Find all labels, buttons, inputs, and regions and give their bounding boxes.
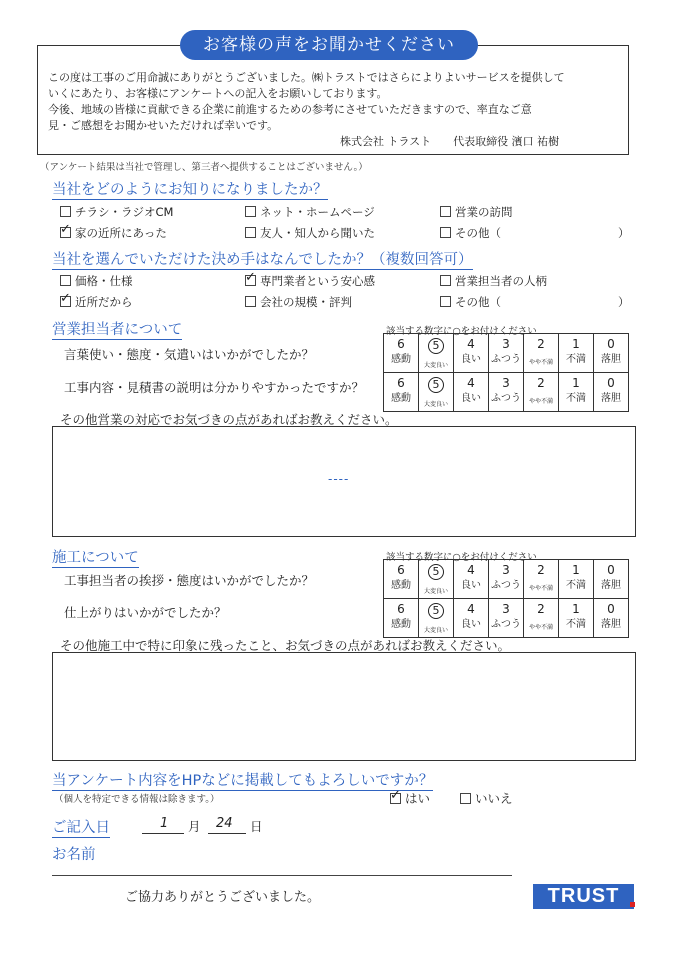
name-label: お名前 <box>52 847 96 863</box>
trust-logo: TRUST <box>533 884 634 909</box>
checkbox[interactable] <box>440 296 451 307</box>
q1-option[interactable]: チラシ・ラジオCM <box>60 204 173 220</box>
checkbox[interactable] <box>60 275 71 286</box>
q1-title: 当社をどのようにお知りになりましたか？ <box>52 178 328 200</box>
day-value[interactable]: 24 <box>216 816 233 831</box>
thanks-text: ご協力ありがとうございました。 <box>125 890 321 905</box>
rating-cell[interactable]: 0 落胆 <box>594 334 629 373</box>
rating-cell[interactable]: 6 感動 <box>384 334 419 373</box>
day-line <box>208 833 246 834</box>
rating-cell[interactable]: 1 不満 <box>559 334 594 373</box>
rating-cell[interactable]: 1 不満 <box>559 373 594 412</box>
publish-title: 当アンケート内容をHPなどに掲載してもよろしいですか？ <box>52 769 433 791</box>
rating-cell[interactable]: 4 良い <box>454 599 489 638</box>
checkbox-checked[interactable] <box>60 296 71 307</box>
representative: 代表取締役 濱口 祐樹 <box>453 135 560 148</box>
company-name: 株式会社 トラスト <box>340 135 432 148</box>
construction-comment-box[interactable] <box>52 652 636 761</box>
q1-option[interactable]: その他（ <box>440 225 501 241</box>
rating-caption: 該当する数字に○をお付けください <box>386 552 537 563</box>
rating-cell[interactable]: 6 感動 <box>384 560 419 599</box>
intro-line: いくにあたり、お客様にアンケートへの記入をお願いしております。 <box>48 87 388 100</box>
rating-cell[interactable]: 6 感動 <box>384 373 419 412</box>
q2-title: 当社を選んでいただけた決め手はなんでしたか？（複数回答可） <box>52 248 473 270</box>
rating-cell[interactable]: 2 やや不満 <box>524 373 559 412</box>
sales-question: 工事内容・見積書の説明は分かりやすかったですか？ <box>64 380 365 395</box>
month-line <box>142 833 184 834</box>
month-unit: 月 <box>188 819 201 834</box>
sales-comment-prompt: その他営業の対応でお気づきの点があればお教えください。 <box>60 412 398 427</box>
q2-option[interactable]: 会社の規模・評判 <box>245 294 352 310</box>
sales-question: 言葉使い・態度・気遣いはいかがでしたか？ <box>64 347 315 362</box>
company-signature <box>340 133 618 149</box>
q1-option[interactable]: 営業の訪問 <box>440 204 513 220</box>
survey-banner: お客様の声をお聞かせください <box>180 30 478 60</box>
checkbox-checked[interactable] <box>245 275 256 286</box>
q1-option[interactable]: ネット・ホームページ <box>245 204 375 220</box>
paren-close: ） <box>618 295 630 309</box>
q2-option[interactable]: 営業担当者の人柄 <box>440 273 547 289</box>
intro-line: この度は工事のご用命誠にありがとうございました。㈱トラストではさらによりよいサービスを提供して <box>48 71 565 84</box>
rating-cell[interactable]: 1 不満 <box>559 560 594 599</box>
construction-question: 仕上がりはいかがでしたか？ <box>64 605 227 620</box>
publish-note: （個人を特定できる情報は除きます。） <box>54 794 220 805</box>
month-value[interactable]: 1 <box>160 816 169 831</box>
q1-option[interactable]: 友人・知人から聞いた <box>245 225 375 241</box>
rating-cell-selected[interactable]: 5 大変良い <box>419 599 454 638</box>
intro-line: 見・ご感想をお聞かせいただければ幸いです。 <box>48 119 279 132</box>
rating-cell[interactable]: 3 ふつう <box>489 334 524 373</box>
rating-row <box>384 560 629 599</box>
rating-cell[interactable]: 2 やや不満 <box>524 560 559 599</box>
rating-cell[interactable]: 4 良い <box>454 334 489 373</box>
rating-row <box>384 373 629 412</box>
checkbox[interactable] <box>440 227 451 238</box>
rating-cell[interactable]: 1 不満 <box>559 599 594 638</box>
sales-comment-text: ---- <box>328 472 350 486</box>
construction-question: 工事担当者の挨拶・態度はいかがでしたか？ <box>64 573 315 588</box>
checkbox-checked[interactable] <box>60 227 71 238</box>
construction-rating-table <box>383 559 629 638</box>
rating-cell-selected[interactable]: 5 大変良い <box>419 560 454 599</box>
rating-row <box>384 334 629 373</box>
checkbox[interactable] <box>245 296 256 307</box>
rating-cell-selected[interactable]: 5 大変良い <box>419 334 454 373</box>
q2-option[interactable]: ✓ 専門業者という安心感 <box>245 273 375 289</box>
checkbox[interactable] <box>440 206 451 217</box>
checkbox[interactable] <box>245 227 256 238</box>
q2-option[interactable]: 価格・仕様 <box>60 273 133 289</box>
date-label: ご記入日 <box>52 816 110 838</box>
checkbox-checked[interactable] <box>390 793 401 804</box>
publish-no-option[interactable]: いいえ <box>460 789 513 807</box>
intro-text <box>48 70 618 134</box>
q2-option[interactable]: ✓近所だから <box>60 294 133 310</box>
checkbox[interactable] <box>60 206 71 217</box>
checkbox[interactable] <box>440 275 451 286</box>
rating-cell[interactable]: 3 ふつう <box>489 373 524 412</box>
day-unit: 日 <box>250 819 263 834</box>
checkbox[interactable] <box>245 206 256 217</box>
sales-title: 営業担当者について <box>52 318 182 340</box>
paren-close: ） <box>618 226 630 240</box>
rating-cell[interactable]: 0 落胆 <box>594 560 629 599</box>
rating-row <box>384 599 629 638</box>
rating-cell[interactable]: 4 良い <box>454 373 489 412</box>
name-line[interactable] <box>52 875 512 876</box>
rating-caption: 該当する数字に○をお付けください <box>386 326 537 337</box>
rating-cell[interactable]: 2 やや不満 <box>524 334 559 373</box>
privacy-note: （アンケート結果は当社で管理し、第三者へ提供することはございません。） <box>40 162 368 173</box>
rating-cell[interactable]: 3 ふつう <box>489 599 524 638</box>
construction-title: 施工について <box>52 546 139 568</box>
sales-rating-table <box>383 333 629 412</box>
rating-cell[interactable]: 0 落胆 <box>594 373 629 412</box>
q2-option[interactable]: その他（ <box>440 294 501 310</box>
rating-cell[interactable]: 0 落胆 <box>594 599 629 638</box>
rating-cell[interactable]: 2 やや不満 <box>524 599 559 638</box>
checkbox[interactable] <box>460 793 471 804</box>
q1-option[interactable]: ✓家の近所にあった <box>60 225 167 241</box>
rating-cell[interactable]: 6 感動 <box>384 599 419 638</box>
construction-comment-prompt: その他施工中で特に印象に残ったこと、お気づきの点があればお教えください。 <box>60 638 511 653</box>
intro-line: 今後、地域の皆様に貢献できる企業に前進するための参考にさせていただきますので、率直なご意 <box>48 103 532 116</box>
rating-cell-selected[interactable]: 5 大変良い <box>419 373 454 412</box>
publish-yes-option[interactable]: ✓ はい <box>390 789 430 807</box>
rating-cell[interactable]: 4 良い <box>454 560 489 599</box>
rating-cell[interactable]: 3 ふつう <box>489 560 524 599</box>
